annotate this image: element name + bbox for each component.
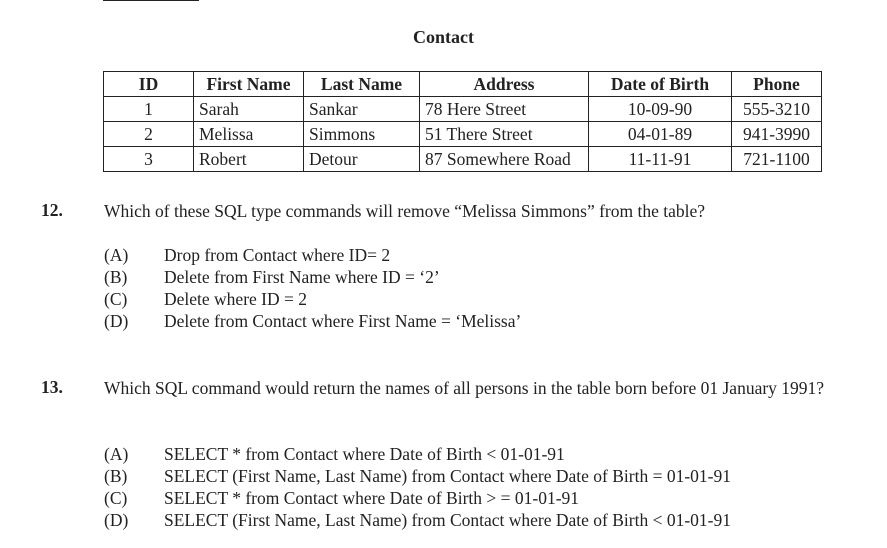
option-letter: (B) — [104, 267, 128, 287]
table-header-row — [104, 72, 822, 97]
option-letter: (C) — [104, 488, 128, 508]
header-phone: Phone — [732, 72, 822, 97]
table-caption: Contact — [413, 27, 474, 47]
cell-date-of-birth: 11-11-91 — [589, 147, 732, 172]
question-12-option-c — [104, 288, 307, 310]
question-13-text: Which SQL command would return the names of all persons in the table born before 01 January 1991? — [104, 378, 825, 398]
cell-first-name: Robert — [194, 147, 304, 172]
cell-id: 1 — [104, 97, 194, 122]
header-date-of-birth: Date of Birth — [589, 72, 732, 97]
option-text: Delete from First Name where ID = ‘2’ — [164, 267, 440, 287]
cell-last-name: Detour — [304, 147, 420, 172]
cell-address: 87 Somewhere Road — [420, 147, 589, 172]
option-letter: (A) — [104, 245, 129, 265]
question-13-number: 13. — [41, 377, 63, 397]
cell-first-name: Sarah — [194, 97, 304, 122]
option-text: Drop from Contact where ID= 2 — [164, 245, 391, 265]
question-13-option-d — [104, 509, 731, 531]
table-row — [104, 147, 822, 172]
question-13-option-a — [104, 443, 565, 465]
cell-phone: 721-1100 — [732, 147, 822, 172]
option-letter: (D) — [104, 510, 129, 530]
option-text: SELECT (First Name, Last Name) from Contact where Date of Birth < 01-01-91 — [164, 510, 731, 530]
cell-id: 3 — [104, 147, 194, 172]
question-13-option-b — [104, 465, 731, 487]
header-last-name: Last Name — [304, 72, 420, 97]
table-row — [104, 122, 822, 147]
cell-id: 2 — [104, 122, 194, 147]
question-12-option-b — [104, 266, 440, 288]
question-12-number: 12. — [41, 200, 63, 220]
option-letter: (D) — [104, 311, 129, 331]
option-text: SELECT (First Name, Last Name) from Contact where Date of Birth = 01-01-91 — [164, 466, 731, 486]
cell-address: 78 Here Street — [420, 97, 589, 122]
top-underline-rule — [103, 0, 199, 1]
question-12-text: Which of these SQL type commands will remove “Melissa Simmons” from the table? — [104, 201, 706, 221]
cell-phone: 555-3210 — [732, 97, 822, 122]
option-letter: (A) — [104, 444, 129, 464]
option-letter: (B) — [104, 466, 128, 486]
question-13-option-c — [104, 487, 579, 509]
cell-first-name: Melissa — [194, 122, 304, 147]
cell-last-name: Simmons — [304, 122, 420, 147]
header-id: ID — [104, 72, 194, 97]
option-text: SELECT * from Contact where Date of Birth > = 01-01-91 — [164, 488, 580, 508]
cell-phone: 941-3990 — [732, 122, 822, 147]
table-row — [104, 97, 822, 122]
option-letter: (C) — [104, 289, 128, 309]
cell-address: 51 There Street — [420, 122, 589, 147]
option-text: Delete where ID = 2 — [164, 289, 307, 309]
cell-date-of-birth: 10-09-90 — [589, 97, 732, 122]
question-12-option-a — [104, 244, 390, 266]
cell-date-of-birth: 04-01-89 — [589, 122, 732, 147]
cell-last-name: Sankar — [304, 97, 420, 122]
question-12-option-d — [104, 310, 521, 332]
option-text: Delete from Contact where First Name = ‘Melissa’ — [164, 311, 522, 331]
header-address: Address — [420, 72, 589, 97]
contact-table — [103, 71, 822, 172]
option-text: SELECT * from Contact where Date of Birth < 01-01-91 — [164, 444, 565, 464]
header-first-name: First Name — [194, 72, 304, 97]
